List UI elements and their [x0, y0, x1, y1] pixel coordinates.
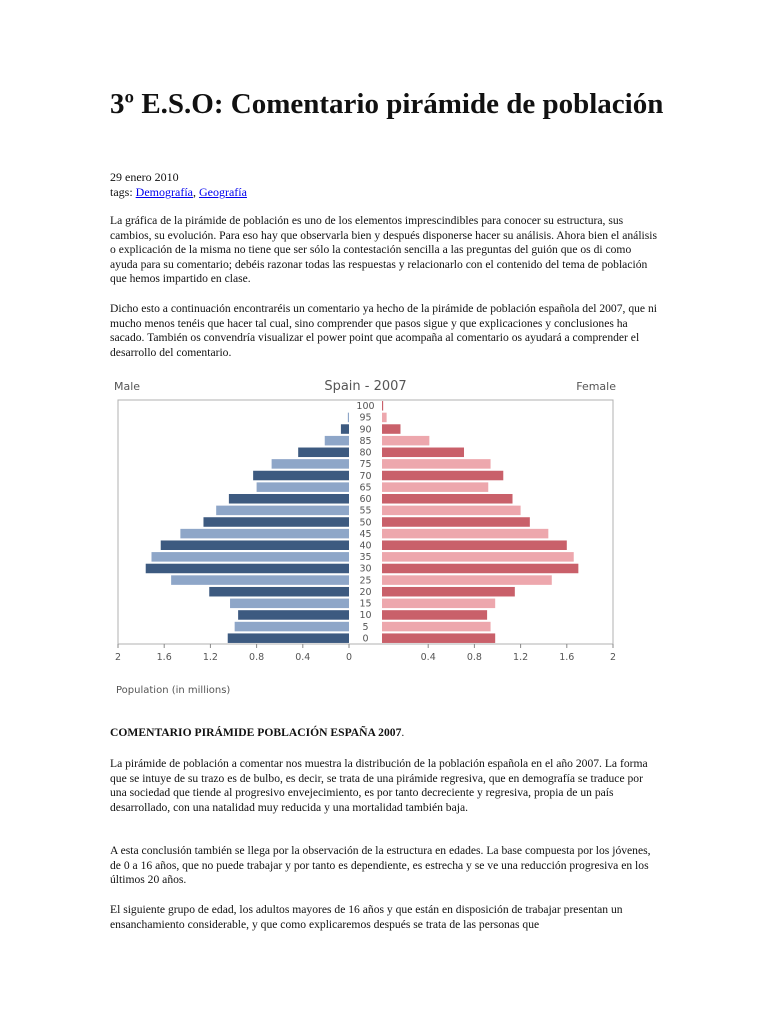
tag-separator: ,	[192, 185, 196, 199]
age-label: 10	[359, 610, 372, 622]
intro-paragraph-1: La gráfica de la pirámide de población es uno de los elementos imprescindibles para conocer su estructura, sus cambios, su evolución. Para eso hay que observarla bien y después disponerse hacer su análisis. Ahora bien el análisis o explicación de la misma no tiene que ser sólo la contestación sencilla a las preguntas del guión que os di como ayuda para su comentario; debéis razonar todas las respuestas y relacionarlo con el contenido del tema de población que hemos impartido en clase.	[110, 214, 658, 286]
age-label: 45	[359, 528, 372, 540]
male-bar	[171, 575, 349, 585]
male-bar	[341, 424, 349, 434]
male-bar	[209, 587, 349, 597]
x-tick-label: 2	[609, 652, 617, 663]
age-label: 55	[359, 505, 372, 517]
x-tick-label: 0	[345, 652, 353, 663]
intro-paragraph-2: Dicho esto a continuación encontraréis un comentario ya hecho de la pirámide de población española del 2007, que ni mucho menos tenéis que hacer tal cual, sino comprender que pasos sigue y que explicaciones y conclusiones ha sacado. También os convendría visualizar el power point que acompaña al comentario os ayudará a comprender el desarrollo del comentario.	[110, 302, 657, 359]
male-bar	[230, 599, 349, 609]
age-label: 85	[359, 435, 372, 447]
tag-link-geografia[interactable]: Geografía	[198, 185, 247, 199]
female-bar	[382, 482, 488, 492]
article-meta	[110, 170, 247, 200]
female-bar	[382, 506, 521, 516]
age-label: 40	[359, 540, 372, 552]
female-bar	[382, 424, 400, 434]
male-bar	[151, 552, 349, 562]
female-bar	[382, 610, 487, 620]
x-tick-label: 1.2	[513, 652, 529, 663]
age-label: 95	[359, 412, 372, 424]
age-label: 30	[359, 563, 372, 575]
x-tick-label: 0.8	[249, 652, 265, 663]
body-paragraph-2: A esta conclusión también se llega por la observación de la estructura en edades. La base compuesta por los jóvenes, de 0 a 16 años, que no puede trabajar y por tanto es dependiente, es estrecha y se ve una reducción progresiva en los últimos 20 años.	[110, 844, 651, 887]
article-date: 29 enero 2010	[110, 170, 179, 184]
age-label: 0	[362, 633, 369, 645]
tags-label: tags:	[110, 185, 133, 199]
male-bar	[216, 506, 349, 516]
male-bar	[228, 633, 349, 643]
female-bar	[382, 575, 552, 585]
x-tick-label: 1.2	[202, 652, 218, 663]
female-bar	[382, 471, 503, 481]
chart-female-label: Female	[576, 380, 616, 393]
age-label: 25	[359, 575, 372, 587]
x-tick-label: 0.4	[295, 652, 311, 663]
body-paragraph-1: La pirámide de población a comentar nos muestra la distribución de la población española en el año 2007. La forma que se intuye de su trazo es de bulbo, es decir, se trata de una pirámide regresiva, que en demografía se traduce por una sociedad que tiende al progresivo envejecimiento, es por tanto decreciente y regresiva, propia de un país desarrollado, con una natalidad muy reducida y una mortalidad también baja.	[110, 757, 648, 814]
female-bar	[382, 622, 491, 632]
x-tick-label: 2	[114, 652, 122, 663]
male-bar	[348, 413, 349, 423]
female-bar	[382, 599, 495, 609]
age-label: 70	[359, 470, 372, 482]
x-tick-label: 0.4	[420, 652, 436, 663]
age-label: 65	[359, 482, 372, 494]
tag-link-demografia[interactable]: Demografía	[135, 185, 193, 199]
female-bar	[382, 436, 429, 446]
section-heading-text: COMENTARIO PIRÁMIDE POBLACIÓN ESPAÑA 2007	[110, 726, 402, 739]
age-label: 100	[356, 401, 375, 413]
age-label: 60	[359, 494, 372, 506]
chart-title: Spain - 2007	[324, 379, 407, 394]
female-bar	[382, 552, 574, 562]
article-title: 3º E.S.O: Comentario pirámide de población	[110, 88, 664, 120]
male-bar	[253, 471, 349, 481]
section-heading-suffix: .	[401, 726, 405, 739]
age-label: 90	[359, 424, 372, 436]
tag-list	[110, 185, 247, 200]
male-bar	[257, 482, 349, 492]
male-bar	[203, 517, 349, 527]
age-label: 20	[359, 586, 372, 598]
male-bar	[146, 564, 349, 574]
female-bar	[382, 633, 495, 643]
female-bar	[382, 564, 578, 574]
male-bar	[238, 610, 349, 620]
female-bar	[382, 529, 548, 539]
age-label: 35	[359, 552, 372, 564]
female-bar	[382, 459, 491, 469]
male-bar	[272, 459, 349, 469]
age-label: 50	[359, 517, 372, 529]
section-heading	[110, 725, 658, 740]
population-pyramid-chart	[108, 372, 628, 702]
female-bar	[382, 448, 464, 458]
female-bar	[382, 401, 383, 411]
age-label: 75	[359, 459, 372, 471]
female-bar	[382, 413, 387, 423]
male-bar	[229, 494, 349, 504]
chart-male-label: Male	[114, 380, 141, 393]
male-bar	[180, 529, 349, 539]
age-label: 5	[362, 621, 369, 633]
x-tick-label: 1.6	[559, 652, 575, 663]
age-label: 15	[359, 598, 372, 610]
male-bar	[325, 436, 349, 446]
age-label: 80	[359, 447, 372, 459]
female-bar	[382, 587, 515, 597]
female-bar	[382, 494, 513, 504]
x-tick-label: 0.8	[466, 652, 482, 663]
population-pyramid-svg	[108, 372, 628, 702]
female-bar	[382, 540, 567, 550]
male-bar	[298, 448, 349, 458]
body-paragraph-3: El siguiente grupo de edad, los adultos mayores de 16 años y que están en disposición de trabajar presentan un ensanchamiento considerable, y que como explicaremos después se trata de las personas que	[110, 903, 623, 931]
female-bar	[382, 517, 530, 527]
male-bar	[235, 622, 349, 632]
x-tick-label: 1.6	[156, 652, 172, 663]
chart-x-label: Population (in millions)	[116, 685, 231, 696]
male-bar	[161, 540, 349, 550]
